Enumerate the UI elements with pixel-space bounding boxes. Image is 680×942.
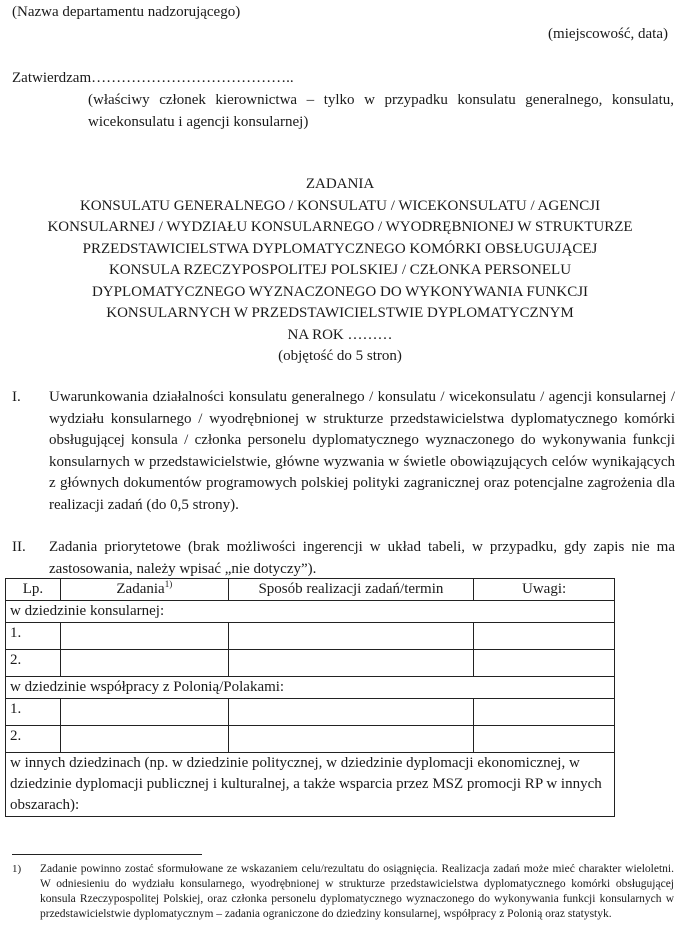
department-name: (Nazwa departamentu nadzorującego) bbox=[12, 4, 241, 20]
title-line: (objętość do 5 stron) bbox=[278, 348, 402, 364]
title-line: PRZEDSTAWICIELSTWA DYPLOMATYCZNEGO KOMÓRKI OBSŁUGUJĄCEJ bbox=[82, 240, 598, 257]
remarks-cell[interactable] bbox=[474, 623, 615, 650]
footnote-ref: 1) bbox=[164, 579, 173, 589]
task-cell[interactable] bbox=[60, 623, 228, 650]
approval-line: Zatwierdzam………………………………….. bbox=[12, 70, 294, 86]
method-cell[interactable] bbox=[228, 623, 474, 650]
group-row bbox=[6, 677, 615, 699]
header-remarks: Uwagi: bbox=[474, 579, 615, 601]
task-cell[interactable] bbox=[60, 650, 228, 677]
header-tasks bbox=[60, 579, 228, 601]
task-cell[interactable] bbox=[60, 699, 228, 726]
section-text: Uwarunkowania działalności konsulatu generalnego / konsulatu / wicekonsulatu / agencji konsularnej / wydziału konsularnego / wyodrębnionej w strukturze przedstawicielstwa dyplomatycznego komórki obsługującej konsula / członka personelu dyplomatycznego wyznaczonego do wykonywania funkcji konsularnych w przedstawicielstwie, główne wyzwania w świetle obowiązujących celów wynikających z głównych dokumentów programowych polskiej polityki zagranicznej oraz potencjalne zagrożenia dla realizacji zadań (do 0,5 strony). bbox=[49, 389, 675, 513]
title-line: KONSULA RZECZYPOSPOLITEJ POLSKIEJ / CZŁONKA PERSONELU bbox=[108, 262, 572, 278]
title-line: ZADANIA bbox=[305, 176, 375, 192]
section-text: Zadania priorytetowe (brak możliwości ingerencji w układ tabeli, w przypadku, gdy zapis nie ma zastosowania, należy wpisać „nie dotyczy”). bbox=[49, 539, 675, 577]
row-number: 1. bbox=[6, 623, 61, 650]
approval-note: (właściwy członek kierownictwa – tylko w przypadku konsulatu generalnego, konsulatu, wicekonsulatu i agencji konsularnej) bbox=[88, 92, 674, 130]
method-cell[interactable] bbox=[228, 650, 474, 677]
priority-tasks-table bbox=[5, 578, 615, 817]
section-number: II. bbox=[12, 539, 26, 555]
table-header-row bbox=[6, 579, 615, 601]
document-title bbox=[8, 174, 672, 368]
title-line: NA ROK ……… bbox=[287, 326, 393, 343]
row-number: 2. bbox=[6, 726, 61, 753]
table-row bbox=[6, 623, 615, 650]
remarks-cell[interactable] bbox=[474, 699, 615, 726]
method-cell[interactable] bbox=[228, 699, 474, 726]
table-row bbox=[6, 726, 615, 753]
title-line: KONSULARNYCH W PRZEDSTAWICIELSTWIE DYPLOMATYCZNYM bbox=[106, 305, 574, 321]
header-lp: Lp. bbox=[6, 579, 61, 601]
row-number: 1. bbox=[6, 699, 61, 726]
title-line: DYPLOMATYCZNEGO WYZNACZONEGO DO WYKONYWANIA FUNKCJI bbox=[91, 283, 589, 300]
group-label: w innych dziedzinach (np. w dziedzinie politycznej, w dziedzinie dyplomacji ekonomicznej, w dziedzinie dyplomacji publicznej i kulturalnej, a także wsparcia przez MSZ promocji RP w innych obszarach): bbox=[6, 753, 615, 817]
table-row bbox=[6, 699, 615, 726]
row-number: 2. bbox=[6, 650, 61, 677]
task-cell[interactable] bbox=[60, 726, 228, 753]
method-cell[interactable] bbox=[228, 726, 474, 753]
table-row bbox=[6, 650, 615, 677]
section-number: I. bbox=[12, 389, 21, 405]
title-line: KONSULARNEJ / WYDZIAŁU KONSULARNEGO / WYODRĘBNIONEJ W STRUKTURZE bbox=[47, 219, 633, 235]
group-row bbox=[6, 753, 615, 817]
place-date: (miejscowość, data) bbox=[548, 26, 668, 42]
remarks-cell[interactable] bbox=[474, 650, 615, 677]
header-tasks-label: Zadania bbox=[116, 581, 165, 597]
group-label: w dziedzinie współpracy z Polonią/Polakami: bbox=[6, 677, 615, 699]
title-line: KONSULATU GENERALNEGO / KONSULATU / WICEKONSULATU / AGENCJI bbox=[79, 197, 601, 214]
group-label: w dziedzinie konsularnej: bbox=[6, 601, 615, 623]
header-method: Sposób realizacji zadań/termin bbox=[228, 579, 474, 601]
group-row bbox=[6, 601, 615, 623]
remarks-cell[interactable] bbox=[474, 726, 615, 753]
footnote-mark: 1) bbox=[12, 863, 22, 875]
footnote-text: Zadanie powinno zostać sformułowane ze wskazaniem celu/rezultatu do osiągnięcia. Realizacja zadań może mieć charakter wieloletni. W odniesieniu do wydziału konsularnego, wyodrębnionej w strukturze przedstawicielstwa dyplomatycznego komórki obsługującej konsula Rzeczypospolitej Polskiej, oraz członka personelu dyplomatycznego wyznaczonego do wykonywania funkcji konsularnych w przedstawicielstwie dyplomatycznym – zadania ograniczone do dziedziny konsularnej, współpracy z Polonią oraz statystyk. bbox=[40, 863, 674, 920]
footnote-divider bbox=[12, 854, 202, 855]
